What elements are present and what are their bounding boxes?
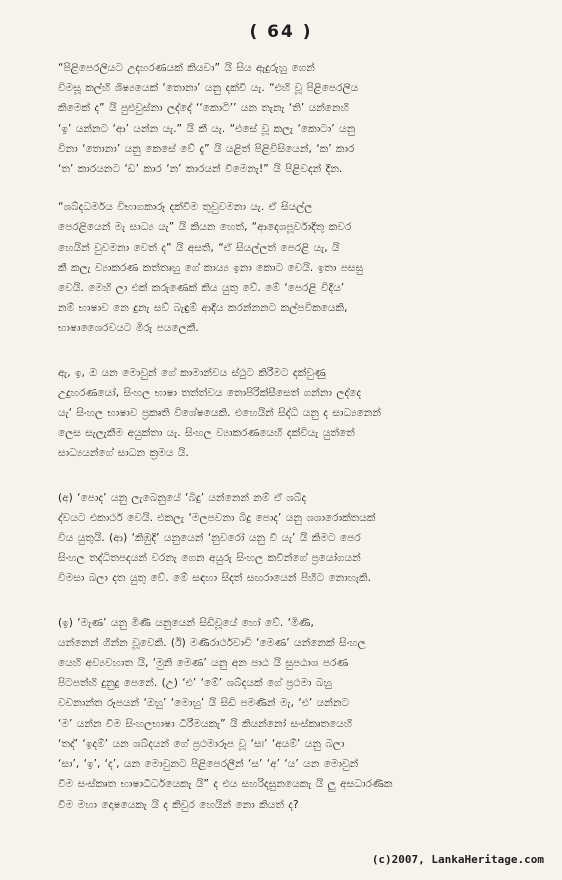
page-body	[58, 58, 520, 815]
text-line: ‘ම’ යන්න වීම සිංහලභාෂා ධීරීමයකැ” යි කියන්නෝ සංස්කෘතයෙහි	[58, 717, 353, 730]
text-line: යැ‘ සිංහල භාෂාව ප්‍රකෘති විශේෂයෙකි. එහෙයින් සිද්ධි යනු ද සාධ්‍යනෙන්	[58, 407, 381, 420]
paragraph-3	[58, 363, 520, 464]
text-line: හෙයින් වුවමනා වෙත් ද” යි අසති, “ඒ සියල්ලත් පෙරළි යැ, යි	[58, 241, 340, 254]
paragraph-1	[58, 58, 520, 179]
text-line: “ශබ්දධර්මය විභාගකාරූ දක්වීම තුවුවමනා යැ. ඒ සියල්ල	[58, 201, 313, 214]
text-line: විමසූ කල්හි ශිෂ්‍යයෙක් ‘තොනා’ යනු දක්වී යැ. “එහි වූ පිළිපෙරලිය	[58, 82, 359, 95]
text-line: “පිළිපෙරලියට උදහරණයක් කියවා” යි සිය ඇදුරුහු ගෙන්	[58, 62, 315, 74]
text-line: භාෂාශෛරවයට මිරු පයලෙකී.	[58, 322, 199, 335]
text-line: සාධ්‍යයන්ගේ සාධන ක්‍රමය යි.	[58, 447, 189, 460]
text-line: කී කලැ ව්‍යාකරණ කත්තෘහු ගේ කාය්‍ය ඉනා කොට වෙයි. ඉතා පසසු	[58, 261, 364, 274]
paragraph-2	[58, 197, 520, 338]
text-line: ලෙස සැලැකීම අයුක්තා යැ. සිංහල ව්‍යාකරණයෙහි දක්වියැ යුත්තේ	[58, 427, 355, 440]
text-line: පිටපත්හි දුනුදු පෙනේ. (උ) ‘එ’ ‘මේ’ ශබ්දයක් ගේ ප්‍රථමා බහු	[58, 677, 332, 690]
text-line: ‘සා’, ‘ඉ’, ‘ද’, යන මොවුනට පිළිපෙරලීන් ‘ස’ ‘අ’ ‘ය’ යන මොවුන්	[58, 758, 359, 771]
text-line: ‘ඉ’ යන්නට ‘ආ’ යන්න යැ.” යි කී යැ. “එසේ වූ කලැ ‘කොටා’ යනු	[58, 122, 356, 135]
text-line: නම් භාෂාව නෙ දුනැ සව් බැඳුම් ආදිය කරන්නනට කල්පවිකයෙකි,	[58, 302, 348, 315]
text-line: (අ) ‘පොද’ යනු ලැබෙනුයේ ‘බිදු’ යන්නෙන් නම් ඒ ශබ්ද	[58, 491, 307, 504]
text-line: ද්වයට එකාර්ථ වෙයි. එකලැ ‘මලපවනා බිදු පොද’ යනු ශශාරොක්තයක්	[58, 511, 376, 524]
paragraph-5	[58, 613, 520, 815]
text-line: විමසා බලා දත යුතු වේ. මේ සඳහා සිදත් සඟරායෙන් පිහිට නොහැකි.	[58, 572, 372, 585]
text-line: වචනාන්ත රූපයන් ‘ඔහු’ ‘මොහු’ යි සිඩි පමණින් මැ, ‘එ’ යන්නට	[58, 697, 350, 710]
paragraph-4	[58, 488, 520, 589]
text-line: වීම මහා දොෂයෙකැ යි ද කිවුර හෙයින් නො කියත් ද?	[58, 798, 299, 811]
text-line: පෙරළියෙන් මැ සාධ්‍ය යැ” යි කියන හෙත්, “ආදෙශපූර්වාදිතු කවර	[58, 221, 352, 234]
text-line: ‘ත’ කාරයනට ‘ඩ’ කාර ‘න’ කාරයන් වීමෙනැ!” යි පිළිවදන් දීන.	[58, 163, 343, 176]
text-line: යෙහි අව්‍යවහාත යි, ‘මුනි මෙණ’ යනු අන පාඨ යි සුපඨාශ පරණ	[58, 657, 349, 670]
text-line: වෙයි. මෙහි ලා එක් කරුණෙක් කිය යුතු වේ. මේ ‘පෙරළි විදිය’	[58, 282, 345, 295]
text-line: කිමෙක් ද” යි පුළුවුස්නා ලද්දේ ‘‘කොටි’’ යන තැනැ ‘ති’ යන්නෙහි	[58, 102, 349, 115]
text-line: යන්නෙන් ගින්න වූවෙකි. (ඊ) මණිරාර්ථවාචි ‘මෙණ’ යන්නෙක් සිංහල	[58, 636, 366, 649]
text-line: විය යුතුයි. (ආ) ‘කිඹුදි’ යනුයෙන් ‘නුවරෝ යනු වී යැ’ යි කිමට පෙර	[58, 532, 361, 545]
page-number: ( 64 )	[249, 22, 313, 42]
text-line: සිංහල තද්ධිතපදයන් වරනැ ගෙන අයුරු සිංහල කවීන්ගේ ප්‍රයෝගයන්	[58, 552, 361, 565]
copyright-footer: (c)2007, LankaHeritage.com	[371, 853, 544, 866]
text-line: වීම සංස්කෘත භාෂාධීර්ධයෙකැ යි” ද එය සහරිදසුනයෙකැ යි ලු අසධාරණික	[58, 778, 393, 791]
text-line: ඇ, ඉ, ඔ යන මොවුන් ගේ කාමාන්වය ස්ථුට කිරීමට දක්වුණු	[58, 366, 326, 379]
text-line: ‘තද්’ ‘ඉදම්’ යන ශබ්දයන් ගේ ප්‍රථමාරූප වූ ‘සඃ’ ‘අයම්’ යනු බලා	[58, 737, 345, 750]
text-line: උදුහරණයෝ, සිංහල භාෂා තත්ත්වය තොපිරික්සීසෙත් ගන්නා ලද්දෙ	[58, 386, 362, 399]
text-line: විනා ‘තොනා’ යනු කෙසේ වේ දැ” යි යළිත් පිළිවිසියෙන්, ‘ක’ කාර	[58, 142, 355, 155]
text-line: (ඉ) ‘මැණ’ යනු මිණි යනුයෙන් සිඩිවූයේ හෝ වේ. ‘මිණි,	[58, 616, 314, 629]
